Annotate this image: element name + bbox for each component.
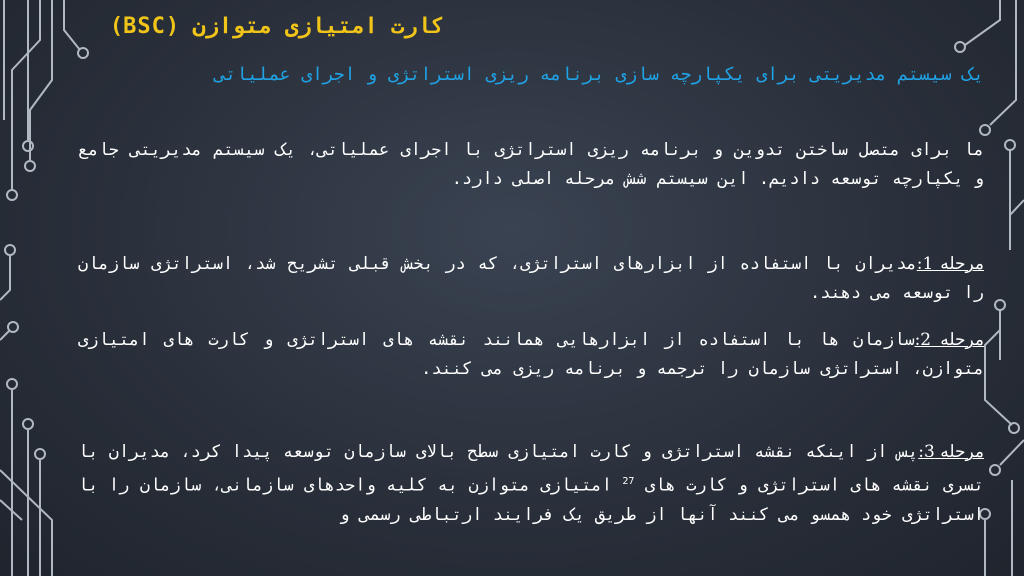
footnote-marker: 27 [622,476,635,487]
stage-1-text: مدیران با استفاده از ابزارهای استراتژی، که در بخش قبلی تشریح شد، استراتژی سازمان را توسعه می دهند. [78,254,984,303]
stage-2-paragraph [78,326,984,384]
stage-1-label: مرحله 1: [916,254,985,274]
slide-title: کارت امتیازی متوازن (BSC) [109,14,444,39]
stage-2-label: مرحله 2: [914,330,984,350]
slide-subtitle: یک سیستم مدیریتی برای یکپارچه سازی برنامه ریزی استراتژی و اجرای عملیاتی [214,64,984,85]
stage-1-paragraph [78,250,984,308]
stage-3-label: مرحله 3: [918,442,985,462]
stage-3-text-before: پس از اینکه نقشه استراتژی و کارت امتیازی سطح بالای سازمان توسعه پیدا کرد، مدیران با تسری نقشه های استراتژی و کارت های [78,442,984,496]
intro-paragraph: ما برای متصل ساختن تدوین و برنامه ریزی استراتژی با اجرای عملیاتی، یک سیستم مدیریتی جامع و یکپارچه توسعه دادیم. این سیستم شش مرحله اصلی دارد. [78,140,984,189]
stage-2-text: سازمان ها با استفاده از ابزارهایی همانند نقشه های استراتژی و کارت های امتیازی متوازن، استراتژی سازمان را ترجمه و برنامه ریزی می کنند. [78,330,984,379]
stage-3-text-after: امتیازی متوازن به کلیه واحدهای سازمانی، سازمان را با استراتژی خود همسو می کنند آنها از طریق یک فرایند ارتباطی رسمی و [78,475,984,525]
slide-content [72,0,984,576]
stage-3-paragraph [78,438,984,530]
